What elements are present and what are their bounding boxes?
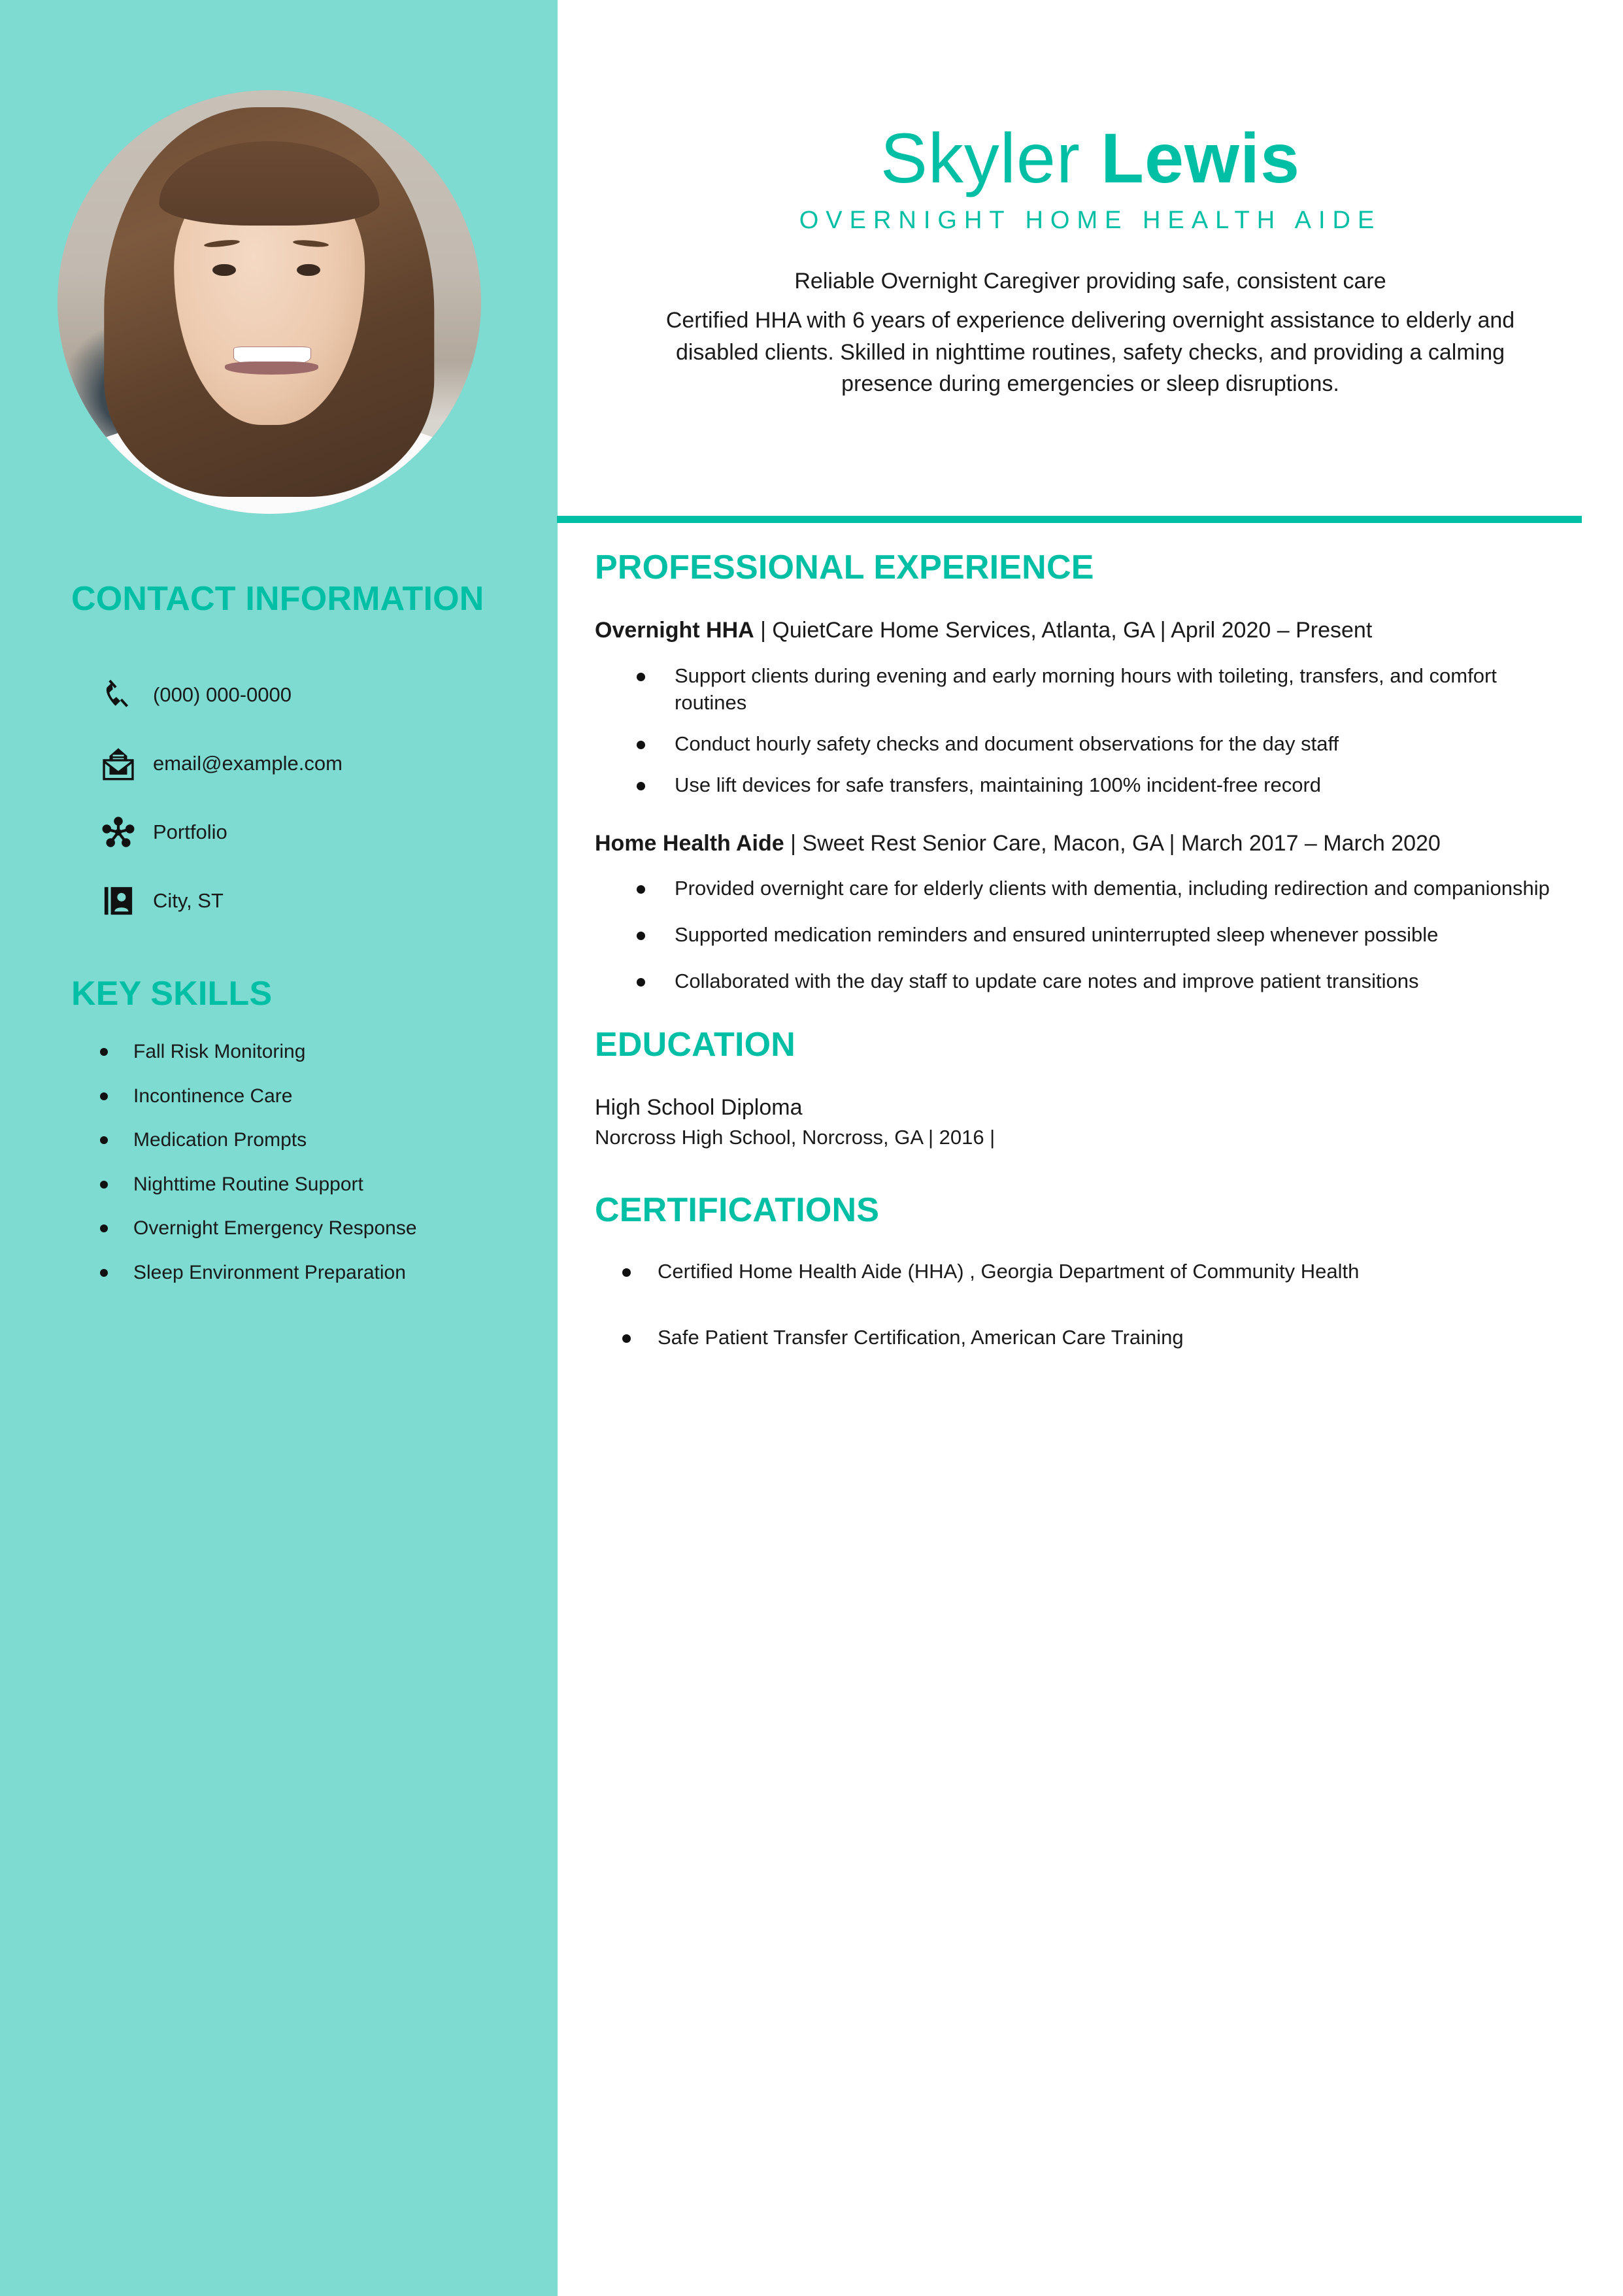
education-heading: EDUCATION — [595, 1026, 796, 1064]
job-entry-header-0 — [595, 616, 1556, 646]
sidebar — [0, 0, 558, 2296]
section-education — [595, 1025, 1556, 1151]
professional-summary: Certified HHA with 6 years of experience delivering overnight assistance to elderly and disabled clients. Skilled in nighttime routines, safety checks, and providing a calming presence during emergencies or sleep disruptions. — [665, 308, 1515, 396]
section-certifications — [595, 1190, 1556, 1351]
job-bullets-0 — [595, 663, 1556, 799]
last-name: Lewis — [1100, 118, 1301, 197]
photo-eye-left — [212, 264, 236, 277]
section-professional-experience — [595, 548, 1556, 995]
resume-header — [558, 0, 1623, 399]
job-meta: | Sweet Rest Senior Care, Macon, GA | March 2017 – March 2020 — [784, 830, 1441, 856]
contact-row-phone — [98, 660, 529, 729]
portfolio-network-icon — [98, 812, 139, 853]
list-item: Fall Risk Monitoring — [98, 1039, 543, 1064]
first-name: Skyler — [880, 118, 1101, 197]
education-school: Norcross High School, Norcross, GA | 2016 | — [595, 1126, 996, 1149]
location-value: City, ST — [153, 888, 224, 912]
list-item: Nighttime Routine Support — [98, 1172, 543, 1197]
header-divider — [557, 516, 1582, 523]
education-degree: High School Diploma — [595, 1095, 803, 1121]
key-skills-list — [98, 1039, 543, 1304]
email-icon — [98, 743, 139, 784]
list-item: Supported medication reminders and ensured uninterrupted sleep whenever possible — [595, 922, 1556, 949]
page-title — [558, 118, 1623, 197]
job-role: Overnight HHA — [595, 618, 754, 643]
professional-experience-heading: PROFESSIONAL EXPERIENCE — [595, 549, 1094, 586]
contact-list — [98, 660, 529, 935]
list-item: Incontinence Care — [98, 1084, 543, 1109]
contact-row-portfolio — [98, 798, 529, 866]
list-item: Provided overnight care for elderly clients with dementia, including redirection and companionship — [595, 875, 1556, 902]
location-id-card-icon — [98, 881, 139, 921]
list-item: Use lift devices for safe transfers, maintaining 100% incident-free record — [595, 772, 1556, 799]
contact-row-email — [98, 729, 529, 798]
phone-value[interactable]: (000) 000-0000 — [153, 683, 292, 706]
job-entry-header-1 — [595, 829, 1556, 859]
list-item: Overnight Emergency Response — [98, 1216, 543, 1241]
headshot-photo — [58, 90, 481, 514]
contact-row-location — [98, 866, 529, 935]
avatar — [58, 90, 481, 514]
list-item: Medication Prompts — [98, 1128, 543, 1153]
job-title: OVERNIGHT HOME HEALTH AIDE — [799, 207, 1382, 235]
portfolio-value[interactable]: Portfolio — [153, 820, 227, 843]
phone-icon — [98, 675, 139, 715]
certifications-list — [595, 1258, 1556, 1351]
list-item: Collaborated with the day staff to update care notes and improve patient transitions — [595, 968, 1556, 995]
key-skills-heading: KEY SKILLS — [71, 975, 273, 1013]
list-item: Certified Home Health Aide (HHA) , Georgia Department of Community Health — [595, 1258, 1556, 1285]
list-item: Support clients during evening and early morning hours with toileting, transfers, and comfort routines — [595, 663, 1556, 717]
email-value[interactable]: email@example.com — [153, 751, 343, 775]
main-column — [595, 548, 1556, 1390]
job-role: Home Health Aide — [595, 830, 784, 856]
tagline: Reliable Overnight Caregiver providing safe, consistent care — [794, 269, 1386, 294]
contact-information-heading: CONTACT INFORMATION — [71, 580, 484, 618]
job-bullets-1 — [595, 875, 1556, 995]
list-item: Conduct hourly safety checks and document observations for the day staff — [595, 731, 1556, 758]
job-meta: | QuietCare Home Services, Atlanta, GA | April 2020 – Present — [754, 618, 1373, 643]
certifications-heading: CERTIFICATIONS — [595, 1190, 880, 1229]
list-item: Sleep Environment Preparation — [98, 1260, 543, 1285]
list-item: Safe Patient Transfer Certification, American Care Training — [595, 1325, 1556, 1351]
